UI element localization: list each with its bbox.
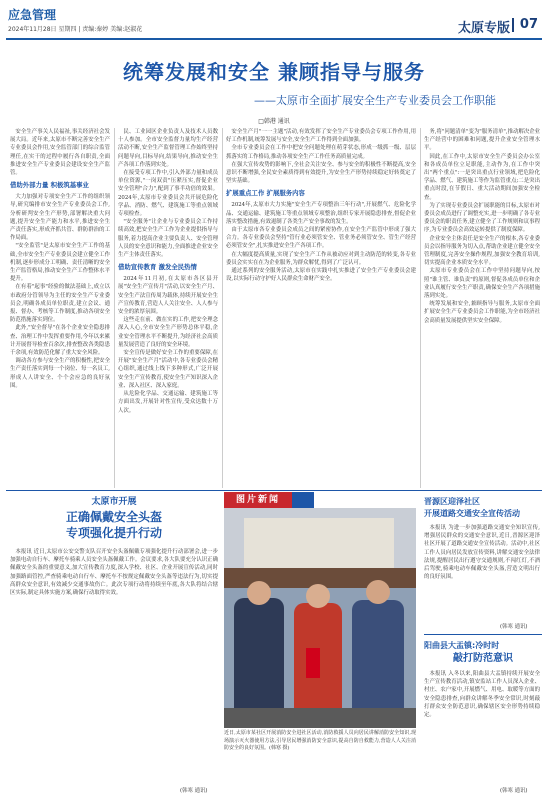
section-rule xyxy=(6,490,542,491)
section-subheading: 扩展重点工作 扩展服务内容 xyxy=(226,189,305,198)
article-column-4 xyxy=(424,128,540,488)
right-2-story-sign: (韩寒 通讯) xyxy=(500,788,528,794)
right-rule xyxy=(424,634,542,635)
article-paragraph: 2024年,太原市大力实施"安全生产专项整治三年行动",开展燃气、危险化学品、交通运输、建筑施工等重点领域专项整治,组织专家开展隐患排查,督促企业落实整改措施,有效遏制了各类生产安全事故的发生。 xyxy=(226,202,416,225)
left-headline-line-2: 正确佩戴安全头盔 xyxy=(65,510,162,524)
article-column-3 xyxy=(226,128,416,488)
article-paragraph: 安全生产月"一一主题"活动,有效发挥了安全生产专业委员会专项工作作用,用好工作机制,统筹发展与安全,安全生产工作得到全面加强。 xyxy=(226,129,416,144)
column-divider xyxy=(114,128,115,488)
left-story-text: 本报讯 近日,太原市公安交警支队召开安全头盔佩戴专项强化提升行动部署会,进一步加强电动自行车、摩托车骑乘人员安全头盔佩戴工作。会议要求,各大队要充分认识正确佩戴安全头盔的重要意义,加大宣传教育力度,深入学校、社区、企业开展宣传活动,同时加强路面管控,严查骑乘电动自行车、摩托车不按规定佩戴安全头盔等违法行为,切实提高群众安全意识,有效减少交通事故伤亡。此次专项行动将持续至年底,各大队将结合辖区实际,制定具体实施方案,确保行动取得实效。 xyxy=(10,549,218,597)
photo-caption: 近日,太原市某社区开展消防安全进社区活动,消防救援人员向居民讲解消防安全知识,现场演示灭火器使用方法,引导居民增强消防安全意识,提高自防自救能力,营造人人关注消防安全的良好氛围。(韩寒 摄) xyxy=(224,730,416,751)
article-paragraph: 统筹发展和安全,兼顾指导与服务,太原市全面扩展安全生产专业委员会工作职能,为全市经济社会高质量发展提供坚实安全保障。 xyxy=(424,301,540,324)
news-photo xyxy=(224,508,416,728)
left-headline-line-1: 太原市开展 xyxy=(91,497,137,507)
masthead xyxy=(0,0,548,40)
article-column-1 xyxy=(10,128,110,488)
right-1-story-sign: (韩寒 通讯) xyxy=(500,624,528,630)
right-story-1-headline xyxy=(424,496,542,520)
article-paragraph: 这些走在前、做在实的工作,把安全理念深入人心,全市安全生产形势总体平稳,企业安全管理水平不断提升,为经济社会高质量发展营造了良好的安全环境。 xyxy=(118,317,218,348)
photo-tag-accent xyxy=(292,492,314,508)
article-paragraph: 企业安全主体责任是安全生产的根本,各专业委员会以指导服务为切入点,帮助企业建立健全安全管理制度,完善安全操作规程,加强安全教育培训,切实提高企业本质安全水平。 xyxy=(424,235,540,267)
article-paragraph: 2024年11月初,在太原市各区县开展"安全生产宣传月"活动,以安全生产月、安全生产法宣传周为载体,持续开展安全生产宣传教育,营造人人关注安全、人人参与安全的浓厚氛围。 xyxy=(118,276,218,316)
main-subheadline: ——太原市全面扩展安全生产专业委员会工作职能 xyxy=(254,94,496,107)
article-paragraph: 在强大宣传攻势的影响下,全社会关注安全、参与安全的积极性不断提高,安全意识不断增强,全民安全素质得到有效提升,为安全生产形势持续稳定好转奠定了坚实基础。 xyxy=(226,161,416,185)
article-paragraph: 安全宣传是做好安全工作的重要保障,在开展"安全生产月"活动中,各专业委员会精心组织,通过线上线下多种形式,广泛开展安全生产宣传教育,使安全生产知识深入企业、深入社区、深入家庭。 xyxy=(118,350,218,389)
article-paragraph: 此外,"安全督导"在各个企业安全隐患排查、治理工作中发挥重要作用,今年以来累计开展督导检查百余次,排查整改各类隐患千余项,有效防范化解了重大安全风险。 xyxy=(10,325,110,357)
article-paragraph: 安全生产事关人民福祉,事关经济社会发展大局。近年来,太原市不断完善安全生产专业委员会作用,安全监管部门的综合监管理任,在实干的过程中履行各自职责,全面推进安全生产专业委员会建设安全生产监管。 xyxy=(10,129,110,177)
article-paragraph: "安全监管"是太原市安全生产工作的基础,全市安全生产专业委员会建立健全工作机制,逐步形成分工明确、责任清晰的安全生产监管格局,推动安全生产工作整体水平提升。 xyxy=(10,243,110,283)
masthead-rule xyxy=(6,38,542,40)
page-number: 07 xyxy=(519,17,538,32)
article-paragraph: 从危险化学品、交通运输、建筑施工等方面出发,开展针对性宣传,受众达数十万人次。 xyxy=(118,391,218,414)
left-story-body xyxy=(10,548,218,784)
right-2-headline-line-1: 阳曲县大盂镇:冷时时 xyxy=(424,641,500,650)
article-paragraph: 务,将"问题清单"变为"服务清单",推动解决企业生产经营中的困难和问题,提升企业安全管理水平。 xyxy=(424,129,540,152)
article-paragraph: 由于太原市各专业委员会成员之间的紧密协作,在安全生产监管中形成了强大合力。各专业委员会坚持"管行业必须管安全、管业务必须管安全、管生产经营必须管安全",扎实推进安全生产各项工作。 xyxy=(226,227,416,250)
main-byline: □韩港 通讯 xyxy=(258,118,290,125)
article-paragraph: 太原市专业委员会在工作中坚持问题导向,按照"谁主管、谁负责"的原则,督促各成员单位和企业认真履行安全生产职责,确保安全生产各项措施落到实处。 xyxy=(424,268,540,300)
right-story-2-headline xyxy=(424,640,542,666)
article-paragraph: 大力加强对专项安全生产工作的组织领导,研究编排市安全生产专业委员会工作,分析研判安全生产形势,部署解决重大问题,提升安全生产能力和水平,推进安全生产责任落实,形成齐抓共管、群防群治的工作局面。 xyxy=(10,194,110,242)
article-paragraph: 因此,在工作中,太原市安全生产委员会办公室和各成员单位立足职能,主动作为,在工作中突出"两个重点":一是突出重点行业领域,把危险化学品、燃气、建筑施工等作为监管重点;二是突出重点时段,在节假日、重大活动期间加强安全检查。 xyxy=(424,153,540,201)
left-story-headline xyxy=(10,496,218,541)
article-paragraph: "安全服务"让企业与专业委员会工作持续高效,把安全生产工作为企业提供指导与服务,着力提高企业主要负责人、安全管理人员的安全意识和能力,全面推进企业安全生产主体责任落实。 xyxy=(118,219,218,259)
section-subheading: 借助外部力量 积极筑基事业 xyxy=(10,181,89,190)
right-story-1-body xyxy=(424,524,540,620)
article-paragraph: 通过系列的安全服务活动,太原市在实践中扎实推进了安全生产专业委员会建设,以实际行动守护好人民群众生命财产安全。 xyxy=(226,268,416,283)
article-paragraph: 在大幅度提高质量,实现了安全生产工作从被动应对到主动防范的转变,各专业委员会实实在在为企业服务,为群众解忧,得到了广泛认可。 xyxy=(226,251,416,266)
photo-illustration xyxy=(224,508,416,728)
article-paragraph: 全市专业委员会在工作中把安全问题处理在萌芽状态,形成一级抓一级、层层抓落实的工作格局,推动各项安全生产工作任务高质量完成。 xyxy=(226,145,416,160)
article-paragraph: 在有着"起事"经验的做法基础上,成立以市政府分管领导为主任的安全生产专业委员会,明确各成员单位职责,建立会议、通报、督办、考核等工作制度,推动各项安全防范措施落实到位。 xyxy=(10,284,110,324)
page-title: 太原专版 xyxy=(457,21,510,36)
photo-news-tag: 图片新闻 xyxy=(224,492,292,508)
article-paragraph: 民、工业园区企业负责人及技术人员数十人参加。全市安全监督力量均生产经营活动不断,安全生产监督管理工作始终坚持问题导向,目标导向,结果导向,推动安全生产各项工作落到实处。 xyxy=(118,129,218,168)
title-divider xyxy=(512,18,514,32)
article-paragraph: 为了实现专业委员会扩展职能的目标,太原市对委员会成员进行了调整充实,进一步明确了各专业委员会的职责任务,建立健全了工作规则和议事程序,为专业委员会高效运转提供了制度保障。 xyxy=(424,202,540,234)
right-1-headline-line-2: 开展道路交通安全宣传活动 xyxy=(424,509,520,518)
right-1-story-text: 本报讯 为进一步加强道路交通安全知识宣传,增强居民群众的交通安全意识,近日,晋源区迎泽社区开展了道路交通安全宣传活动。活动中,社区工作人员向居民发放宣传资料,讲解交通安全法律法规,提醒居民出行遵守交通规则,不闯红灯,不酒后驾驶,骑乘电动车佩戴安全头盔,营造文明出行的良好氛围。 xyxy=(424,525,540,581)
section-subheading: 借助宣传教育 激发全民热情 xyxy=(118,263,197,272)
section-name: 应急管理 xyxy=(8,8,57,22)
right-story-2-body xyxy=(424,670,540,784)
column-divider xyxy=(222,128,223,488)
left-story-sign: (韩寒 通讯) xyxy=(180,788,208,794)
article-column-2 xyxy=(118,128,218,488)
right-2-headline-line-2: 敲打防范意识 xyxy=(453,653,513,664)
left-headline-line-3: 专项强化提升行动 xyxy=(65,526,162,540)
main-headline: 统筹发展和安全 兼顾指导与服务 xyxy=(123,60,425,84)
issue-meta: 2024年11月28日 星期四 | 责编:秦婷 美编:赵淑花 xyxy=(8,26,143,33)
article-paragraph: 在接受专项工作中,引入外部力量和成员单位资源,"一岗双责"压紧压实,督促企业安全管理"合力",配到了事半功倍的效果。2024年,太原市专业委员会共开展危险化学品、消防、燃气、建筑施工等重点领域专项检查。 xyxy=(118,170,218,218)
article-paragraph: 调动各方参与安全生产的积极性,把安全生产责任落实到每一个岗位、每一名员工,形成人人讲安全、个个会应急的良好氛围。 xyxy=(10,358,110,389)
right-1-headline-line-1: 晋源区迎泽社区 xyxy=(424,497,480,506)
right-2-story-text: 本报讯 入冬以来,阳曲县大盂镇持续开展安全生产宣传教育活动,镇安监站工作人员深入企业、村庄、农户家中,开展燃气、用电、取暖等方面的安全隐患排查,向群众讲解冬季安全常识,时刻敲打群众安全防范意识,确保辖区安全形势持续稳定。 xyxy=(424,671,540,719)
column-divider xyxy=(420,128,421,488)
